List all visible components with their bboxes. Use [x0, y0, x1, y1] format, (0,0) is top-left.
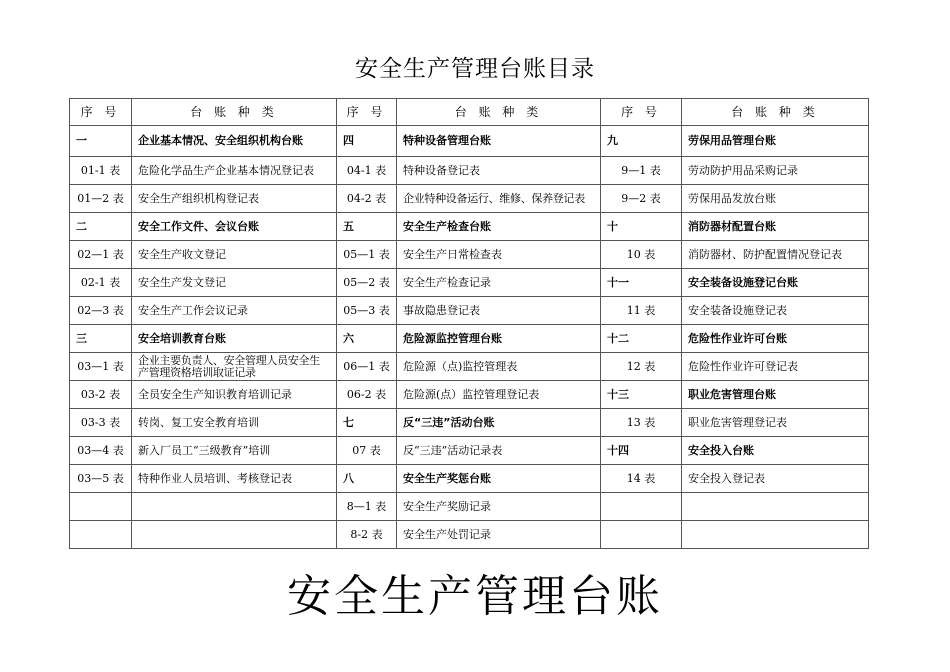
form-name: 安全生产发文登记 — [132, 269, 337, 297]
form-name: 职业危害管理登记表 — [682, 409, 869, 437]
header-serial-number: 序 号 — [70, 99, 132, 126]
form-name: 危险源(点）监控管理登记表 — [397, 381, 601, 409]
form-name: 劳动防护用品采购记录 — [682, 157, 869, 185]
form-number: 03—1 表 — [70, 353, 132, 381]
section-number: 十四 — [601, 437, 682, 465]
header-serial-number: 序 号 — [337, 99, 397, 126]
form-name: 全员安全生产知识教育培训记录 — [132, 381, 337, 409]
table-row — [70, 353, 869, 381]
form-name: 反“三违”活动记录表 — [397, 437, 601, 465]
form-name: 安全生产日常检查表 — [397, 241, 601, 269]
header-ledger-type: 台 账 种 类 — [682, 99, 869, 126]
form-name: 企业主要负责人、安全管理人员安全生产管理资格培训取证记录 — [132, 353, 337, 381]
section-title: 劳保用品管理台账 — [682, 126, 869, 157]
section-number: 十二 — [601, 325, 682, 353]
form-number: 01-1 表 — [70, 157, 132, 185]
form-name: 特种作业人员培训、考核登记表 — [132, 465, 337, 493]
form-number: 12 表 — [601, 353, 682, 381]
form-name: 危险化学品生产企业基本情况登记表 — [132, 157, 337, 185]
section-number: 四 — [337, 126, 397, 157]
table-row — [70, 241, 869, 269]
table-row — [70, 325, 869, 353]
form-name: 危险源（点)监控管理表 — [397, 353, 601, 381]
section-title: 职业危害管理台账 — [682, 381, 869, 409]
table-row — [70, 213, 869, 241]
section-title: 安全生产检查台账 — [397, 213, 601, 241]
form-number: 03—4 表 — [70, 437, 132, 465]
section-number: 五 — [337, 213, 397, 241]
form-number: 01—2 表 — [70, 185, 132, 213]
form-name: 安全生产奖励记录 — [397, 493, 601, 521]
form-number: 9—2 表 — [601, 185, 682, 213]
section-number: 三 — [70, 325, 132, 353]
page-title: 安全生产管理台账目录 — [355, 56, 595, 82]
form-name: 安全生产收文登记 — [132, 241, 337, 269]
table-row — [70, 465, 869, 493]
form-name: 事故隐患登记表 — [397, 297, 601, 325]
form-number: 14 表 — [601, 465, 682, 493]
ledger-cover-title: 安全生产管理台账 — [287, 571, 663, 622]
section-number: 八 — [337, 465, 397, 493]
form-number: 03—5 表 — [70, 465, 132, 493]
table-row — [70, 269, 869, 297]
empty-cell — [132, 521, 337, 549]
section-title: 安全投入台账 — [682, 437, 869, 465]
empty-cell — [132, 493, 337, 521]
form-number: 02-1 表 — [70, 269, 132, 297]
form-number: 05—1 表 — [337, 241, 397, 269]
section-title: 安全装备设施登记台账 — [682, 269, 869, 297]
table-header-row — [70, 99, 869, 126]
empty-cell — [601, 493, 682, 521]
form-name: 特种设备登记表 — [397, 157, 601, 185]
form-name: 企业特种设备运行、维修、保养登记表 — [397, 185, 601, 213]
form-number: 8—1 表 — [337, 493, 397, 521]
form-number: 06-2 表 — [337, 381, 397, 409]
form-number: 10 表 — [601, 241, 682, 269]
empty-cell — [682, 521, 869, 549]
form-number: 05—3 表 — [337, 297, 397, 325]
table-row — [70, 437, 869, 465]
section-number: 十一 — [601, 269, 682, 297]
section-title: 企业基本情况、安全组织机构台账 — [132, 126, 337, 157]
section-title: 安全工作文件、会议台账 — [132, 213, 337, 241]
empty-cell — [70, 493, 132, 521]
section-title: 安全培训教育台账 — [132, 325, 337, 353]
form-number: 04-2 表 — [337, 185, 397, 213]
form-name: 消防器材、防护配置情况登记表 — [682, 241, 869, 269]
section-title: 安全生产奖惩台账 — [397, 465, 601, 493]
form-name: 转岗、复工安全教育培训 — [132, 409, 337, 437]
header-ledger-type: 台 账 种 类 — [132, 99, 337, 126]
form-name: 安全生产处罚记录 — [397, 521, 601, 549]
table-row — [70, 409, 869, 437]
form-number: 07 表 — [337, 437, 397, 465]
empty-cell — [601, 521, 682, 549]
form-name: 安全生产检查记录 — [397, 269, 601, 297]
form-number: 8-2 表 — [337, 521, 397, 549]
form-name: 安全投入登记表 — [682, 465, 869, 493]
section-title: 危险性作业许可台账 — [682, 325, 869, 353]
section-number: 七 — [337, 409, 397, 437]
header-ledger-type: 台 账 种 类 — [397, 99, 601, 126]
section-number: 十 — [601, 213, 682, 241]
form-number: 13 表 — [601, 409, 682, 437]
section-number: 六 — [337, 325, 397, 353]
table-row — [70, 521, 869, 549]
form-number: 02—3 表 — [70, 297, 132, 325]
form-number: 04-1 表 — [337, 157, 397, 185]
form-name: 新入厂员工“三级教育”培训 — [132, 437, 337, 465]
table-row — [70, 493, 869, 521]
table-row — [70, 157, 869, 185]
form-number: 06—1 表 — [337, 353, 397, 381]
form-number: 9—1 表 — [601, 157, 682, 185]
form-name: 安全生产工作会议记录 — [132, 297, 337, 325]
section-title: 反“三违”活动台账 — [397, 409, 601, 437]
ledger-catalog-table — [69, 98, 869, 549]
empty-cell — [682, 493, 869, 521]
section-number: 十三 — [601, 381, 682, 409]
section-title: 特种设备管理台账 — [397, 126, 601, 157]
empty-cell — [70, 521, 132, 549]
form-number: 11 表 — [601, 297, 682, 325]
form-number: 05—2 表 — [337, 269, 397, 297]
section-title: 危险源监控管理台账 — [397, 325, 601, 353]
section-number: 一 — [70, 126, 132, 157]
form-number: 03-2 表 — [70, 381, 132, 409]
section-number: 二 — [70, 213, 132, 241]
form-name: 劳保用品发放台账 — [682, 185, 869, 213]
form-name: 安全装备设施登记表 — [682, 297, 869, 325]
table-row — [70, 297, 869, 325]
form-name: 安全生产组织机构登记表 — [132, 185, 337, 213]
header-serial-number: 序 号 — [601, 99, 682, 126]
table-row — [70, 381, 869, 409]
table-row — [70, 185, 869, 213]
form-name: 危险性作业许可登记表 — [682, 353, 869, 381]
table-row — [70, 126, 869, 157]
form-number: 02—1 表 — [70, 241, 132, 269]
section-number: 九 — [601, 126, 682, 157]
section-title: 消防器材配置台账 — [682, 213, 869, 241]
form-number: 03-3 表 — [70, 409, 132, 437]
